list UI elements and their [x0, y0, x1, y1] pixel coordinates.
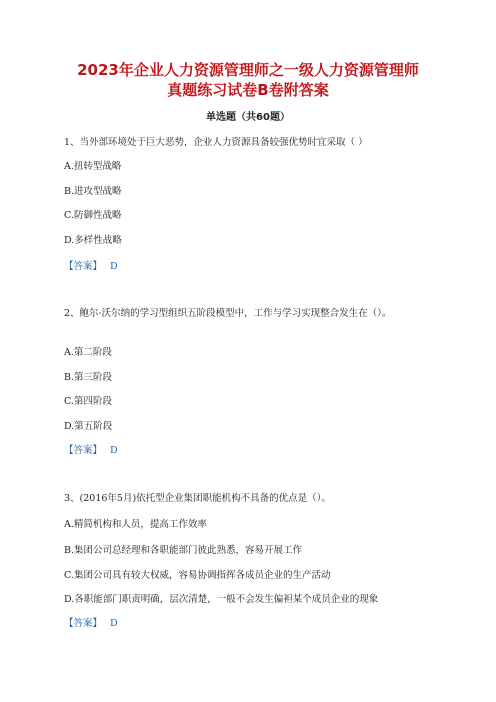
question-2-option-c: C.第四阶段 — [64, 396, 112, 407]
question-1-option-a: A.扭转型战略 — [64, 161, 122, 172]
answer-value: D — [110, 445, 118, 456]
question-1-text: 1、当外部环境处于巨大恶势，企业人力资源具备较强优势时宜采取（ ） — [64, 137, 368, 148]
question-2-option-a: A.第二阶段 — [64, 347, 112, 358]
question-3-answer — [64, 617, 118, 630]
answer-tag: 【答案】 — [64, 618, 103, 629]
title-line-1: 2023年企业人力资源管理师之一级人力资源管理师 — [77, 61, 419, 79]
title-line-2: 真题练习试卷B卷附答案 — [167, 81, 329, 99]
answer-value: D — [110, 618, 118, 629]
question-2-text: 2、鲍尔·沃尔纳的学习型组织五阶段模型中，工作与学习实现整合发生在（）。 — [64, 308, 392, 319]
answer-tag: 【答案】 — [64, 445, 103, 456]
question-1-option-c: C.防御性战略 — [64, 210, 122, 221]
section-header: 单选题（共60题） — [206, 112, 290, 123]
question-3-option-c: C.集团公司具有较大权威，容易协调指挥各成员企业的生产活动 — [64, 570, 331, 581]
question-1-option-d: D.多样性战略 — [64, 235, 122, 246]
question-2-answer — [64, 444, 118, 457]
question-3-option-b: B.集团公司总经理和各职能部门彼此熟悉，容易开展工作 — [64, 545, 303, 556]
question-2-option-b: B.第三阶段 — [64, 372, 113, 383]
document-title — [0, 60, 496, 100]
question-3-option-a: A.精简机构和人员，提高工作效率 — [64, 519, 207, 530]
question-3-option-d: D.各职能部门职责明确，层次清楚，一般不会发生偏袒某个成员企业的现象 — [64, 594, 379, 605]
question-1-option-b: B.进攻型战略 — [64, 186, 122, 197]
question-1-answer — [64, 260, 118, 273]
answer-value: D — [110, 261, 118, 272]
answer-tag: 【答案】 — [64, 261, 103, 272]
question-2-option-d: D.第五阶段 — [64, 421, 113, 432]
question-3-text: 3、(2016年5月)依托型企业集团职能机构不具备的优点是（）。 — [64, 493, 331, 504]
